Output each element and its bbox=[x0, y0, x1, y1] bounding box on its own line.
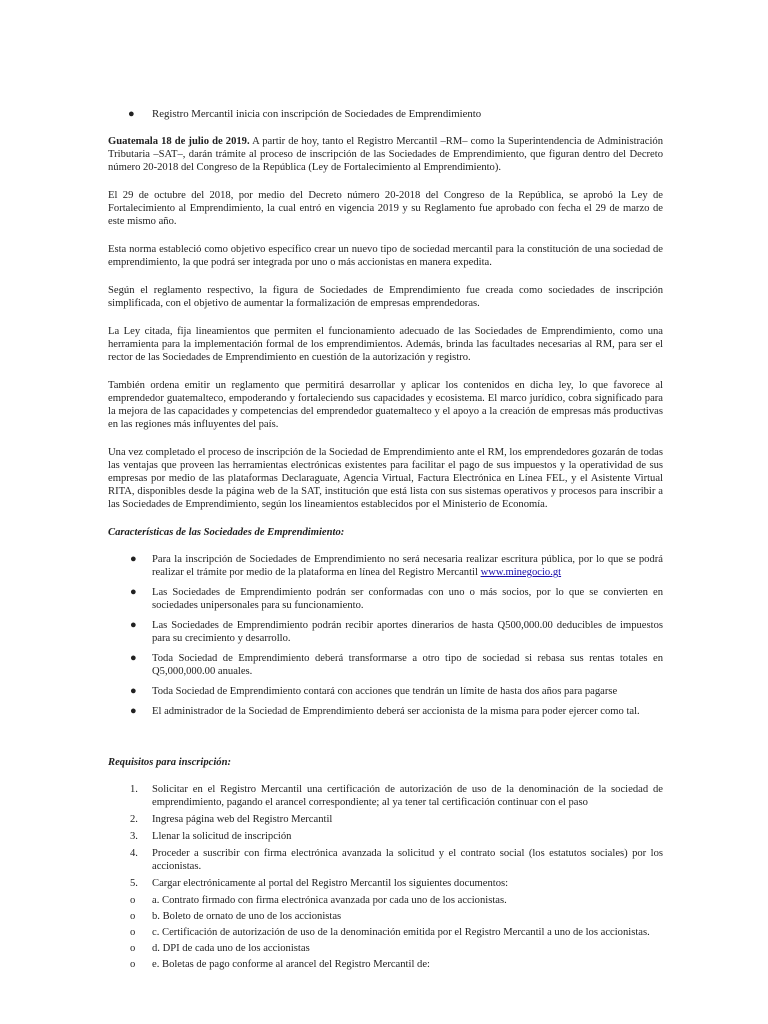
circle-bullet-icon: o bbox=[130, 959, 136, 970]
list-item bbox=[108, 685, 663, 698]
list-item-text: Toda Sociedad de Emprendimiento deberá transformarse a otro tipo de sociedad si rebasa sus rentas totales en Q5,000,000.00 anuales. bbox=[152, 653, 663, 677]
paragraph-5: También ordena emitir un reglamento que permitirá desarrollar y aplicar los contenidos en dicha ley, lo que favorece al emprendedor guatemalteco, empoderando y fortaleciendo sus capacidades y ecosistema. El marco jurídico, cobra significado para la mejora de las capacidades y competencias del emprendedor guatemalteco y el apoyo a la creación de empresas más productivas en las regiones más influyentes del país. bbox=[108, 380, 663, 430]
list-item bbox=[108, 652, 663, 678]
paragraph-2: Esta norma estableció como objetivo específico crear un nuevo tipo de sociedad mercantil para la constitución de una sociedad de emprendimiento, la que podrá ser integrada por uno o más accionistas en manera expedita. bbox=[108, 244, 663, 268]
document-subitem bbox=[108, 958, 663, 971]
list-item-text: Las Sociedades de Emprendimiento podrán recibir aportes dinerarios de hasta Q500,000.00 deducibles de impuestos para su crecimiento y desarrollo. bbox=[152, 620, 663, 644]
list-item-text: El administrador de la Sociedad de Emprendimiento deberá ser accionista de la misma para poder ejercer como tal. bbox=[152, 706, 640, 717]
circle-bullet-icon: o bbox=[130, 943, 136, 954]
list-item bbox=[108, 586, 663, 612]
paragraph-1: El 29 de octubre del 2018, por medio del Decreto número 20-2018 del Congreso de la República, se aprobó la Ley de Fortalecimiento al Emprendimiento, la cual entró en vigencia 2019 y su Reglamento fue aprobado con fecha el 29 de marzo de este mismo año. bbox=[108, 190, 663, 227]
subitem-text: d. DPI de cada uno de los accionistas bbox=[152, 943, 310, 954]
requirement-step bbox=[108, 813, 663, 826]
list-item bbox=[108, 619, 663, 645]
paragraph-3: Según el reglamento respectivo, la figura de Sociedades de Emprendimiento fue creada como sociedades de inscripción simplificada, con el objetivo de aumentar la formalización de empresas emprendedoras. bbox=[108, 285, 663, 309]
requirement-step bbox=[108, 830, 663, 843]
bullet-icon: ● bbox=[130, 553, 137, 565]
intro-text: A partir de hoy, tanto el Registro Mercantil –RM– como la Superintendencia de Administración Tributaria –SAT–, darán trámite al proceso de inscripción de las Sociedades de Emprendimiento, que figuran dentro del Decreto número 20-2018 del Congreso de la República (Ley de Fortalecimiento al Emprendimiento). bbox=[108, 136, 663, 173]
documents-sublist bbox=[108, 894, 663, 971]
document-subitem bbox=[108, 926, 663, 939]
document-subitem bbox=[108, 942, 663, 955]
requirements-title: Requisitos para inscripción: bbox=[108, 757, 232, 768]
subitem-text: a. Contrato firmado con firma electrónica avanzada por cada uno de los accionistas. bbox=[152, 895, 507, 906]
characteristics-list bbox=[108, 553, 663, 718]
characteristics-title: Características de las Sociedades de Emprendimiento: bbox=[108, 527, 345, 538]
headline bbox=[108, 108, 663, 121]
bullet-icon: ● bbox=[130, 586, 137, 598]
step-text: Solicitar en el Registro Mercantil una certificación de autorización de uso de la denominación de la sociedad de emprendimiento, pagando el arancel correspondiente; al ya tener tal certificación continuar con el paso bbox=[152, 784, 663, 808]
section-spacer bbox=[108, 734, 663, 756]
subitem-text: e. Boletas de pago conforme al arancel del Registro Mercantil de: bbox=[152, 959, 430, 970]
intro-paragraph bbox=[108, 135, 663, 174]
step-text: Proceder a suscribir con firma electrónica avanzada la solicitud y el contrato social (los estatutos sociales) por los accionistas. bbox=[152, 848, 663, 872]
requirement-step bbox=[108, 847, 663, 873]
headline-text: Registro Mercantil inicia con inscripción de Sociedades de Emprendimiento bbox=[152, 108, 482, 120]
bullet-icon: ● bbox=[130, 705, 137, 717]
circle-bullet-icon: o bbox=[130, 927, 136, 938]
requirement-step bbox=[108, 877, 663, 890]
subitem-text: b. Boleto de ornato de uno de los accionistas bbox=[152, 911, 342, 922]
paragraph-4: La Ley citada, fija lineamientos que permiten el funcionamiento adecuado de las Sociedades de Emprendimiento, como una herramienta para la implementación formal de los emprendimientos. Además, brinda las facultades necesarias al RM, para ser el rector de las Sociedades de Emprendimiento en cuestión de la autorización y registro. bbox=[108, 326, 663, 363]
step-number: 5. bbox=[130, 878, 138, 889]
requirements-list bbox=[108, 783, 663, 890]
bullet-icon: ● bbox=[130, 685, 137, 697]
minegocio-link[interactable]: www.minegocio.gt bbox=[480, 567, 562, 578]
bullet-icon: ● bbox=[128, 108, 135, 120]
list-item bbox=[108, 705, 663, 718]
dateline: Guatemala 18 de julio de 2019. bbox=[108, 136, 250, 147]
step-text: Cargar electrónicamente al portal del Registro Mercantil los siguientes documentos: bbox=[152, 878, 509, 889]
list-item-text: Para la inscripción de Sociedades de Emprendimiento no será necesaria realizar escritura pública, por lo que se podrá realizar el trámite por medio de la plataforma en línea del Registro Mercantil bbox=[152, 554, 663, 578]
document-subitem bbox=[108, 894, 663, 907]
list-item bbox=[108, 553, 663, 579]
list-item-text: Toda Sociedad de Emprendimiento contará con acciones que tendrán un límite de hasta dos años para pagarse bbox=[152, 686, 618, 697]
step-text: Llenar la solicitud de inscripción bbox=[152, 831, 292, 842]
step-text: Ingresa página web del Registro Mercantil bbox=[152, 814, 333, 825]
bullet-icon: ● bbox=[130, 619, 137, 631]
paragraph-6: Una vez completado el proceso de inscripción de la Sociedad de Emprendimiento ante el RM, los emprendedores gozarán de todas las ventajas que proveen las herramientas electrónicas existentes para facilitar el pago de sus impuestos y la operatividad de sus empresas por medio de las plataformas Declaraguate, Agencia Virtual, Factura Electrónica en Línea FEL, y el Asistente Virtual RITA, disponibles desde la página web de la SAT, institución que está lista con sus sistemas operativos y procesos para inscribir a las Sociedades de Emprendimiento, según los lineamientos establecidos por el Ministerio de Economía. bbox=[108, 447, 663, 510]
subitem-text: c. Certificación de autorización de uso de la denominación emitida por el Registro Mercantil a uno de los accionistas. bbox=[152, 927, 650, 938]
step-number: 4. bbox=[130, 848, 138, 859]
list-item-text: Las Sociedades de Emprendimiento podrán ser conformadas con uno o más socios, por lo que se convierten en sociedades unipersonales para su funcionamiento. bbox=[152, 587, 663, 611]
document-subitem bbox=[108, 910, 663, 923]
document-page bbox=[108, 108, 663, 974]
circle-bullet-icon: o bbox=[130, 895, 136, 906]
requirement-step bbox=[108, 783, 663, 809]
circle-bullet-icon: o bbox=[130, 911, 136, 922]
step-number: 2. bbox=[130, 814, 138, 825]
step-number: 1. bbox=[130, 784, 138, 795]
bullet-icon: ● bbox=[130, 652, 137, 664]
step-number: 3. bbox=[130, 831, 138, 842]
